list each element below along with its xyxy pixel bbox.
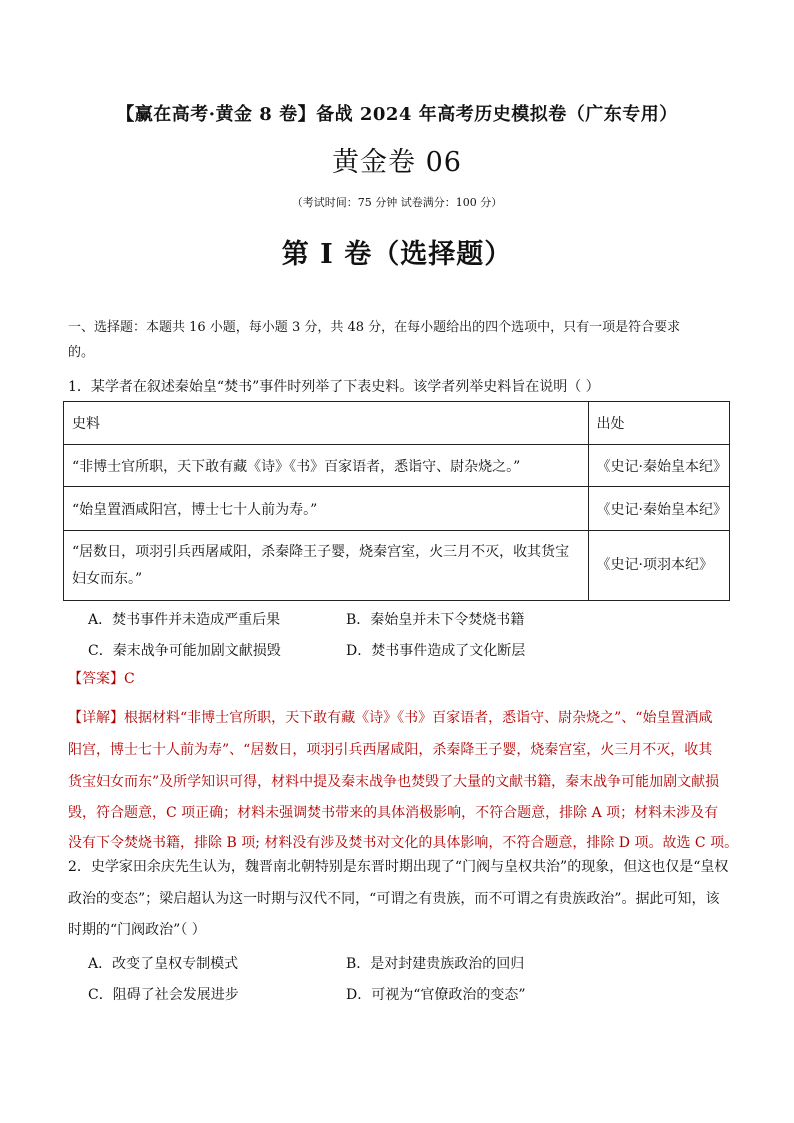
answer-value: C xyxy=(124,671,135,687)
table-header-source: 史料 xyxy=(64,402,589,445)
question-1-option-d[interactable]: D．焚书事件造成了文化断层 xyxy=(346,643,526,659)
detail-text: 货宝妇女而东”及所学知识可得，材料中提及秦末战争也焚毁了大量的文献书籍，秦末战争可能加剧文献损 xyxy=(68,774,720,790)
table-cell-origin: 《史记·秦始皇本纪》 xyxy=(588,487,729,531)
table-cell-source: “非博士官所职，天下敢有藏《诗》《书》百家语者，悉诣守、尉杂烧之。” xyxy=(64,445,589,487)
section-title: 第 I 卷（选择题） xyxy=(281,239,513,270)
question-2-option-a[interactable]: A．改变了皇权专制模式 xyxy=(88,956,239,972)
explanation xyxy=(68,702,734,734)
document-header: 【赢在高考·黄金 8 卷】备战 2024 年高考历史模拟卷（广东专用） xyxy=(116,104,678,125)
question-2-option-d[interactable]: D．可视为“官僚政治的变态” xyxy=(346,987,526,1003)
question-1-option-b[interactable]: B．秦始皇并未下令焚烧书籍 xyxy=(346,612,525,628)
table-row xyxy=(64,531,730,601)
question-2-stem: 2．史学家田余庆先生认为，魏晋南北朝特别是东晋时期出现了“门阀与皇权共治”的现象，但这也仅是“皇权 xyxy=(68,859,729,875)
detail-text: 根据材料“非博士官所职，天下敢有藏《诗》《书》百家语者，悉诣守、尉杂烧之”、“始皇置酒咸 xyxy=(124,710,713,726)
detail-text: 没有下令焚烧书籍，排除 B 项; 材料没有涉及焚书对文化的具体影响，不符合题意，排除 D 项。故选 C 项。 xyxy=(68,835,739,851)
table-cell-origin: 《史记·秦始皇本纪》 xyxy=(588,445,729,487)
detail-text: 阳宫，博士七十人前为寿”、“居数日，项羽引兵西屠咸阳，杀秦降王子婴，烧秦宫室，火三月不灭，收其 xyxy=(68,742,713,758)
answer-block xyxy=(68,668,135,688)
instructions-cont: 的。 xyxy=(68,345,95,360)
question-1-option-c[interactable]: C．秦末战争可能加剧文献损毁 xyxy=(88,643,281,659)
question-2-stem-cont: 政治的变态”；梁启超认为这一时期与汉代不同，“可谓之有贵族，而不可谓之有贵族政治”。据此可知，该 xyxy=(68,891,720,907)
table-header-origin: 出处 xyxy=(588,402,729,445)
table-row xyxy=(64,487,730,531)
detail-label: 【详解】 xyxy=(68,710,124,726)
question-2-stem-cont: 时期的“门阀政治”（ ） xyxy=(68,922,206,938)
table-cell-source: “始皇置酒咸阳宫，博士七十人前为寿。” xyxy=(64,487,589,531)
question-2-option-b[interactable]: B．是对封建贵族政治的回归 xyxy=(346,956,525,972)
source-table xyxy=(63,401,730,601)
table-header-row xyxy=(64,402,730,445)
exam-meta: （考试时间：75 分钟 试卷满分：100 分） xyxy=(291,196,503,209)
detail-text: 毁，符合题意，C 项正确；材料未强调焚书带来的具体消极影响，不符合题意，排除 A 项；材料未涉及有 xyxy=(68,805,719,821)
answer-label: 【答案】 xyxy=(68,671,124,687)
paper-title: 黄金卷 06 xyxy=(332,147,462,178)
question-1-option-a[interactable]: A．焚书事件并未造成严重后果 xyxy=(88,612,281,628)
question-1-stem: 1．某学者在叙述秦始皇“焚书”事件时列举了下表史料。该学者列举史料旨在说明（ ） xyxy=(68,379,600,395)
table-cell-origin: 《史记·项羽本纪》 xyxy=(588,531,729,601)
instructions: 一、选择题：本题共 16 小题，每小题 3 分，共 48 分，在每小题给出的四个选项中，只有一项是符合要求 xyxy=(68,320,681,335)
question-2-option-c[interactable]: C．阻碍了社会发展进步 xyxy=(88,987,239,1003)
table-row xyxy=(64,445,730,487)
table-cell-source: “居数日，项羽引兵西屠咸阳，杀秦降王子婴，烧秦宫室，火三月不灭，收其货宝妇女而东。” xyxy=(64,531,589,601)
